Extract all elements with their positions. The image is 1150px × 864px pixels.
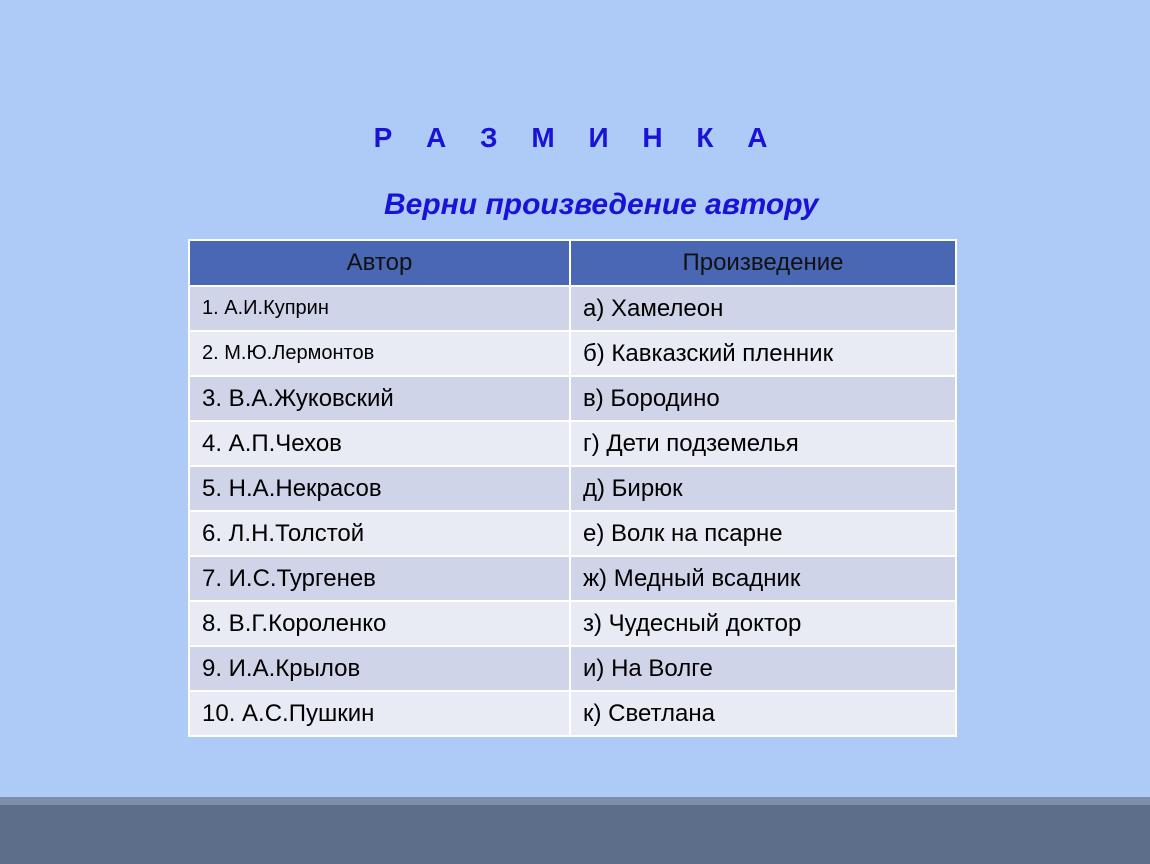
table-row: [189, 286, 956, 331]
table-row: [189, 511, 956, 556]
work-cell: б) Кавказский пленник: [570, 331, 956, 376]
table-row: [189, 646, 956, 691]
work-cell: а) Хамелеон: [570, 286, 956, 331]
table-row: [189, 691, 956, 736]
work-cell: и) На Волге: [570, 646, 956, 691]
author-cell: 4. А.П.Чехов: [189, 421, 570, 466]
header-work: Произведение: [570, 240, 956, 286]
work-cell: к) Светлана: [570, 691, 956, 736]
work-cell: е) Волк на псарне: [570, 511, 956, 556]
author-cell: 2. М.Ю.Лермонтов: [189, 331, 570, 376]
slide-subtitle: Верни произведение автору: [384, 188, 819, 221]
work-cell: з) Чудесный доктор: [570, 601, 956, 646]
author-cell: 10. А.С.Пушкин: [189, 691, 570, 736]
table-row: [189, 556, 956, 601]
table-row: [189, 466, 956, 511]
author-cell: 9. И.А.Крылов: [189, 646, 570, 691]
table-row: [189, 601, 956, 646]
table-row: [189, 331, 956, 376]
slide-title: Р А З М И Н К А: [373, 122, 781, 153]
header-author: Автор: [189, 240, 570, 286]
author-cell: 7. И.С.Тургенев: [189, 556, 570, 601]
work-cell: г) Дети подземелья: [570, 421, 956, 466]
footer-bar-highlight: [0, 797, 1150, 805]
author-cell: 5. Н.А.Некрасов: [189, 466, 570, 511]
work-cell: д) Бирюк: [570, 466, 956, 511]
footer-bar: [0, 797, 1150, 864]
author-cell: 8. В.Г.Короленко: [189, 601, 570, 646]
author-cell: 1. А.И.Куприн: [189, 286, 570, 331]
author-cell: 6. Л.Н.Толстой: [189, 511, 570, 556]
work-cell: в) Бородино: [570, 376, 956, 421]
table-row: [189, 421, 956, 466]
author-cell: 3. В.А.Жуковский: [189, 376, 570, 421]
matching-table: [188, 239, 957, 737]
work-cell: ж) Медный всадник: [570, 556, 956, 601]
table-row: [189, 376, 956, 421]
table-header-row: [189, 240, 956, 286]
